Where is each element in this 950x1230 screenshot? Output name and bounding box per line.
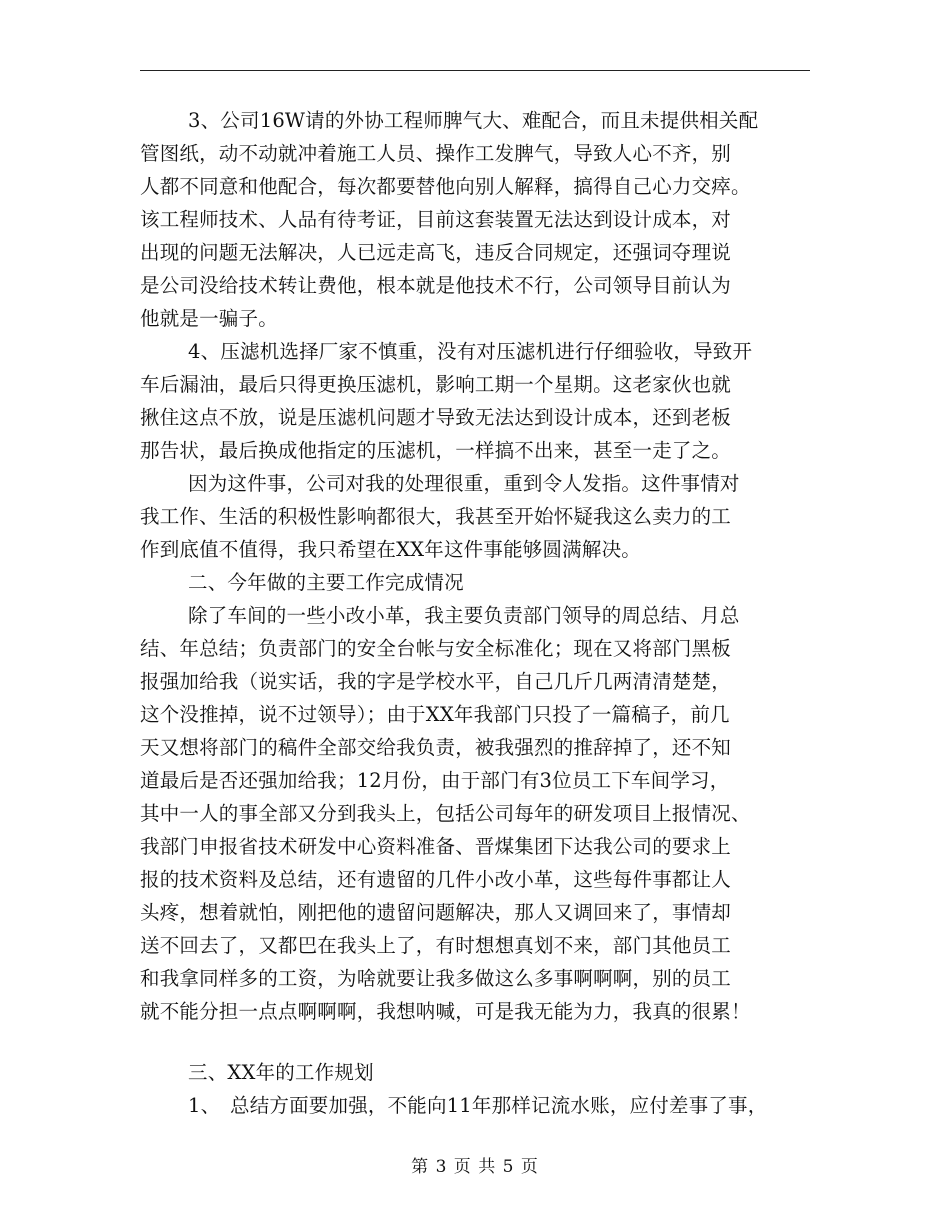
paragraph-spacer <box>140 1028 810 1056</box>
paragraph-line: 因为这件事，公司对我的处理很重，重到令人发指。这件事情对 <box>188 472 740 495</box>
paragraph-line: 除了车间的一些小改小革，我主要负责部门领导的周总结、月总 <box>188 604 740 627</box>
paragraph-line: 送不回去了，又都巴在我头上了，有时想想真划不来，部门其他员工 <box>140 934 732 957</box>
section-heading: 二、今年做的主要工作完成情况 <box>188 571 464 594</box>
paragraph-line: 该工程师技术、人品有待考证，目前这套装置无法达到设计成本，对 <box>140 208 732 231</box>
paragraph-line: 3、公司16W请的外协工程师脾气大、难配合，而且未提供相关配 <box>188 109 759 132</box>
section-heading: 三、XX年的工作规划 <box>188 1061 374 1084</box>
page-number-footer: 第 3 页 共 5 页 <box>411 1157 539 1177</box>
header-rule <box>140 70 810 71</box>
paragraph-line: 揪住这点不放，说是压滤机问题才导致无法达到设计成本，还到老板 <box>140 406 732 429</box>
paragraph-line: 和我拿同样多的工资，为啥就要让我多做这么多事啊啊啊，别的员工 <box>140 967 732 990</box>
paragraph-line: 头疼，想着就怕，刚把他的遗留问题解决，那人又调回来了，事情却 <box>140 901 732 924</box>
paragraph-line: 报强加给我（说实话，我的字是学校水平，自己几斤几两清清楚楚， <box>140 670 732 693</box>
paragraph-line: 就不能分担一点点啊啊啊，我想呐喊，可是我无能为力，我真的很累！ <box>140 1000 751 1023</box>
list-item <box>140 1089 810 1122</box>
paragraph-line: 车后漏油，最后只得更换压滤机，影响工期一个星期。这老家伙也就 <box>140 373 732 396</box>
paragraph-line: 结、年总结；负责部门的安全台帐与安全标准化；现在又将部门黑板 <box>140 637 732 660</box>
paragraph-line: 报的技术资料及总结，还有遗留的几件小改小革，这些每件事都让人 <box>140 868 732 891</box>
paragraph-line: 这个没推掉，说不过领导）；由于XX年我部门只投了一篇稿子，前几 <box>140 703 730 726</box>
document-body <box>140 104 810 1122</box>
list-item-text: 总结方面要加强，不能向11年那样记流水账，应付差事了事， <box>230 1094 768 1117</box>
paragraph-line: 我工作、生活的积极性影响都很大，我甚至开始怀疑我这么卖力的工 <box>140 505 732 528</box>
paragraph-line: 那告状，最后换成他指定的压滤机，一样搞不出来，甚至一走了之。 <box>140 439 732 462</box>
paragraph-line: 天又想将部门的稿件全部交给我负责，被我强烈的推辞掉了，还不知 <box>140 736 732 759</box>
list-item-number: 1、 <box>188 1094 221 1117</box>
paragraph-line: 他就是一骗子。 <box>140 307 278 330</box>
paragraph-line: 出现的问题无法解决，人已远走高飞，违反合同规定，还强词夺理说 <box>140 241 732 264</box>
paragraph-line: 是公司没给技术转让费他，根本就是他技术不行，公司领导目前认为 <box>140 274 732 297</box>
paragraph-line: 4、压滤机选择厂家不慎重，没有对压滤机进行仔细验收，导致开 <box>188 340 753 363</box>
paragraph-line: 人都不同意和他配合，每次都要替他向别人解释，搞得自己心力交瘁。 <box>140 175 751 198</box>
paragraph-line: 管图纸，动不动就冲着施工人员、操作工发脾气，导致人心不齐，别 <box>140 142 732 165</box>
paragraph-line: 我部门申报省技术研发中心资料准备、晋煤集团下达我公司的要求上 <box>140 835 732 858</box>
paragraph-line: 其中一人的事全部又分到我头上，包括公司每年的研发项目上报情况、 <box>140 802 751 825</box>
paragraph-line: 作到底值不值得，我只希望在XX年这件事能够圆满解决。 <box>140 538 641 561</box>
paragraph-line: 道最后是否还强加给我；12月份，由于部门有3位员工下车间学习， <box>140 769 730 792</box>
